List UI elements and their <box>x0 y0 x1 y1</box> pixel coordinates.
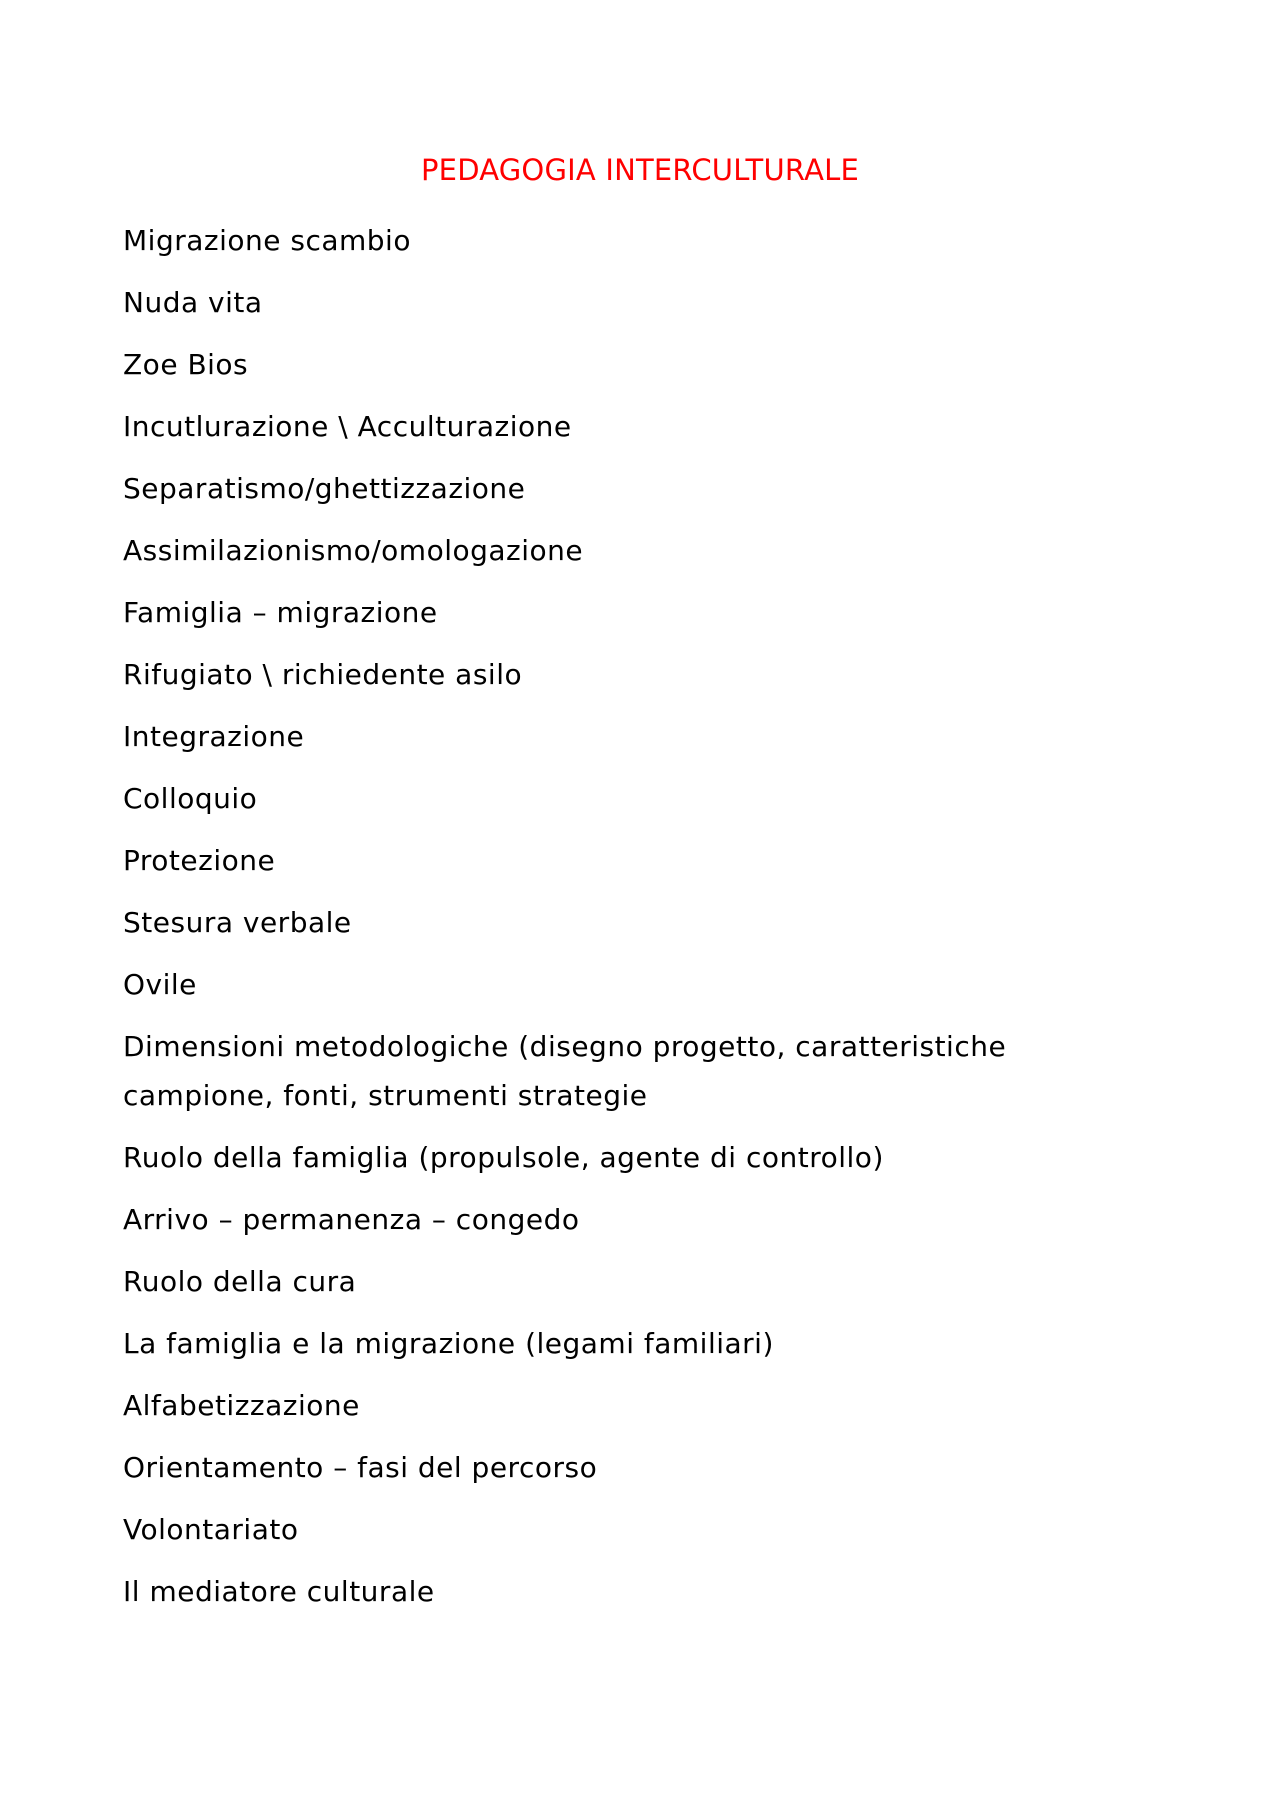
term-item: Nuda vita <box>123 286 263 319</box>
term-item: Rifugiato \ richiedente asilo <box>123 658 523 691</box>
term-item: Il mediatore culturale <box>123 1575 435 1608</box>
term-item: Zoe Bios <box>123 348 249 381</box>
term-item: Famiglia – migrazione <box>123 596 438 629</box>
term-item: Orientamento – fasi del percorso <box>123 1451 598 1484</box>
term-item: Arrivo – permanenza – congedo <box>123 1203 580 1236</box>
term-item: La famiglia e la migrazione (legami familiari) <box>123 1327 774 1360</box>
term-item: Ruolo della famiglia (propulsole, agente di controllo) <box>123 1141 884 1174</box>
term-item: Volontariato <box>123 1513 299 1546</box>
term-item: Dimensioni metodologiche (disegno progetto, caratteristiche campione, fonti, strumenti strategie <box>123 1030 1007 1112</box>
term-item: Alfabetizzazione <box>123 1389 360 1422</box>
term-item: Ruolo della cura <box>123 1265 357 1298</box>
term-item: Protezione <box>123 844 276 877</box>
term-item: Colloquio <box>123 782 258 815</box>
document-title: PEDAGOGIA INTERCULTURALE <box>420 153 859 187</box>
term-item: Ovile <box>123 968 197 1001</box>
term-list <box>123 216 1083 1629</box>
term-item: Incutlurazione \ Acculturazione <box>123 410 572 443</box>
term-item: Migrazione scambio <box>123 224 411 257</box>
term-item: Integrazione <box>123 720 305 753</box>
term-item: Stesura verbale <box>123 906 352 939</box>
term-item: Assimilazionismo/omologazione <box>123 534 584 567</box>
term-item: Separatismo/ghettizzazione <box>123 472 526 505</box>
